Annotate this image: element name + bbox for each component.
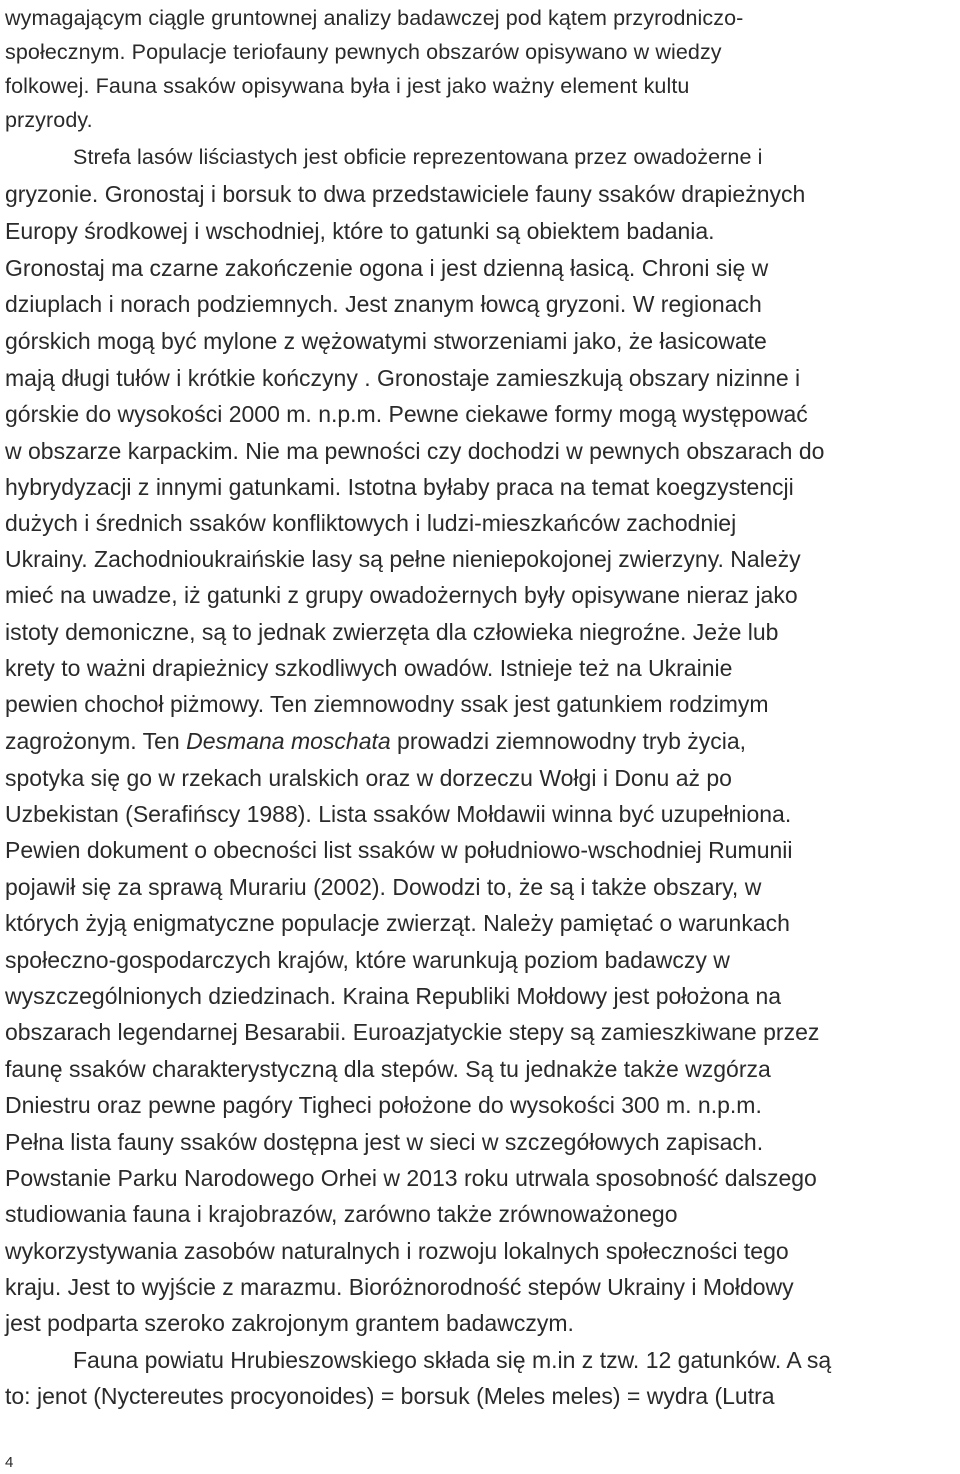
text-line: przyrody.: [5, 108, 93, 132]
paragraph-start-line: Strefa lasów liściastych jest obficie reprezentowana przez owadożerne i: [73, 145, 763, 169]
text-line: faunę ssaków charakterystyczną dla stepów. Są tu jednakże także wzgórza: [5, 1056, 771, 1082]
text-line: istoty demoniczne, są to jednak zwierzęta dla człowieka niegroźne. Jeże lub: [5, 619, 779, 645]
text-line-with-species-name: [5, 723, 746, 760]
text-line: w obszarze karpackim. Nie ma pewności czy dochodzi w pewnych obszarach do: [5, 438, 825, 464]
text-line: mają długi tułów i krótkie kończyny . Gronostaje zamieszkują obszary nizinne i: [5, 365, 801, 391]
text-line: krety to ważni drapieżnicy szkodliwych owadów. Istnieje też na Ukrainie: [5, 655, 733, 681]
text-line: Dniestru oraz pewne pagóry Tigheci położone do wysokości 300 m. n.p.m.: [5, 1092, 762, 1118]
text-line: pojawił się za sprawą Murariu (2002). Dowodzi to, że są i także obszary, w: [5, 874, 762, 900]
text-line: Pewien dokument o obecności list ssaków w południowo-wschodniej Rumunii: [5, 837, 793, 863]
text-line: Europy środkowej i wschodniej, które to gatunki są obiektem badania.: [5, 218, 715, 244]
text-line: jest podparta szeroko zakrojonym grantem badawczym.: [5, 1310, 574, 1336]
text-line: mieć na uwadze, iż gatunki z grupy owadożernych były opisywane nieraz jako: [5, 582, 798, 608]
text-line: Ukrainy. Zachodnioukraińskie lasy są pełne nieniepokojonej zwierzyny. Należy: [5, 546, 801, 572]
document-page: [5, 0, 957, 1474]
page-number: 4: [5, 1454, 14, 1471]
text-line: Pełna lista fauny ssaków dostępna jest w sieci w szczegółowych zapisach.: [5, 1129, 764, 1155]
text-line: pewien chochoł piżmowy. Ten ziemnowodny ssak jest gatunkiem rodzimym: [5, 691, 769, 717]
text-line: Powstanie Parku Narodowego Orhei w 2013 roku utrwala sposobność dalszego: [5, 1165, 817, 1191]
text-line: kraju. Jest to wyjście z marazmu. Bioróżnorodność stepów Ukrainy i Mołdowy: [5, 1274, 794, 1300]
text-line: obszarach legendarnej Besarabii. Euroazjatyckie stepy są zamieszkiwane przez: [5, 1019, 820, 1045]
text-segment: zagrożonym. Ten: [5, 728, 187, 754]
text-line: których żyją enigmatyczne populacje zwierząt. Należy pamiętać o warunkach: [5, 910, 790, 936]
text-line: gryzonie. Gronostaj i borsuk to dwa przedstawiciele fauny ssaków drapieżnych: [5, 181, 806, 207]
text-line: dużych i średnich ssaków konfliktowych i ludzi-mieszkańców zachodniej: [5, 510, 737, 536]
paragraph-start-line: Fauna powiatu Hrubieszowskiego składa się m.in z tzw. 12 gatunków. A są: [73, 1347, 832, 1373]
text-line: wyszczególnionych dziedzinach. Kraina Republiki Mołdowy jest położona na: [5, 983, 782, 1009]
text-line: Uzbekistan (Serafińscy 1988). Lista ssaków Mołdawii winna być uzupełniona.: [5, 801, 792, 827]
text-line: dziuplach i norach podziemnych. Jest znanym łowcą gryzoni. W regionach: [5, 291, 762, 317]
text-line: górskie do wysokości 2000 m. n.p.m. Pewne ciekawe formy mogą występować: [5, 401, 808, 427]
text-line: hybrydyzacji z innymi gatunkami. Istotna byłaby praca na temat koegzystencji: [5, 474, 794, 500]
text-line: Gronostaj ma czarne zakończenie ogona i jest dzienną łasicą. Chroni się w: [5, 255, 769, 281]
text-line: górskich mogą być mylone z wężowatymi stworzeniami jako, że łasicowate: [5, 328, 767, 354]
text-line: spotyka się go w rzekach uralskich oraz w dorzeczu Wołgi i Donu aż po: [5, 765, 732, 791]
text-line: społecznym. Populacje teriofauny pewnych obszarów opisywano w wiedzy: [5, 40, 722, 64]
italic-species-name: Desmana moschata: [186, 728, 391, 754]
text-line: społeczno-gospodarczych krajów, które warunkują poziom badawczy w: [5, 947, 730, 973]
text-line: to: jenot (Nyctereutes procyonoides) = borsuk (Meles meles) = wydra (Lutra: [5, 1383, 775, 1409]
text-segment: prowadzi ziemnowodny tryb życia,: [390, 728, 747, 754]
text-line: wymagającym ciągle gruntownej analizy badawczej pod kątem przyrodniczo-: [5, 6, 744, 30]
text-line: studiowania fauna i krajobrazów, zarówno także zrównoważonego: [5, 1201, 678, 1227]
text-line: wykorzystywania zasobów naturalnych i rozwoju lokalnych społeczności tego: [5, 1238, 789, 1264]
text-line: folkowej. Fauna ssaków opisywana była i jest jako ważny element kultu: [5, 74, 690, 98]
